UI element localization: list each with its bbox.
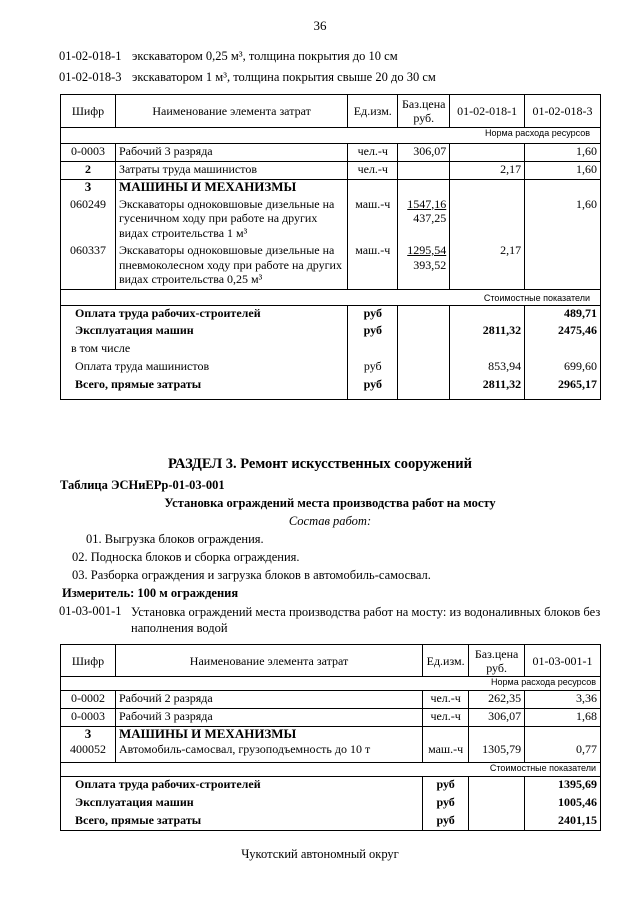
table-id: Таблица ЭСНиЕРр-01-03-001 xyxy=(60,478,225,492)
total-value: 489,71 xyxy=(525,305,601,323)
intro-code-line xyxy=(59,70,436,85)
resource-table-1 xyxy=(60,94,601,400)
section-title: МАШИНЫ И МЕХАНИЗМЫ xyxy=(118,179,297,194)
machine-unit: маш.-ч xyxy=(355,196,391,211)
work-item: 02. Подноска блоков и сборка ограждения. xyxy=(72,550,300,564)
cell-code: 0-0003 xyxy=(61,144,116,162)
cell-price: 262,35 xyxy=(469,691,525,709)
total-name: Эксплуатация машин xyxy=(61,795,423,813)
machine-price: 1295,54 xyxy=(407,243,447,257)
machines-code-cell xyxy=(61,727,116,763)
cell-price xyxy=(398,162,450,180)
col-header: Наименование элемента затрат xyxy=(115,645,422,677)
cell-code: 2 xyxy=(61,162,116,180)
total-value: 2475,46 xyxy=(525,323,601,341)
machine-value: 0,77 xyxy=(576,741,597,756)
total-name: Всего, прямые затраты xyxy=(61,813,423,831)
machines-v2-cell xyxy=(525,180,601,290)
cell-value: 3,36 xyxy=(525,691,601,709)
total-name: Оплата труда машинистов xyxy=(61,359,348,377)
total-name: в том числе xyxy=(61,341,348,359)
cell-code: 0-0002 xyxy=(61,691,116,709)
col-header: 01-03-001-1 xyxy=(525,645,601,677)
section-code: 3 xyxy=(84,179,92,194)
total-unit: руб xyxy=(348,377,398,399)
col-header: Баз.цена руб. xyxy=(469,645,525,677)
cell-unit: чел.-ч xyxy=(423,691,469,709)
machine-price: 1305,79 xyxy=(482,741,522,756)
norm-label: Норма расхода ресурсов xyxy=(61,128,601,144)
page-number: 36 xyxy=(313,18,327,33)
item-code: 01-03-001-1 xyxy=(59,604,122,618)
cell-unit: чел.-ч xyxy=(423,709,469,727)
cell-value: 2,17 xyxy=(450,162,525,180)
cell-code: 0-0003 xyxy=(61,709,116,727)
total-value: 853,94 xyxy=(450,359,525,377)
total-value: 699,60 xyxy=(525,359,601,377)
cell-name: Затраты труда машинистов xyxy=(115,162,347,180)
total-unit: руб xyxy=(348,305,398,323)
total-name: Эксплуатация машин xyxy=(61,323,348,341)
cell-price: 306,07 xyxy=(398,144,450,162)
machines-name-cell xyxy=(115,180,347,290)
total-unit: руб xyxy=(423,777,469,795)
norm-label: Норма расхода ресурсов xyxy=(61,677,601,691)
machines-unit-cell xyxy=(423,727,469,763)
intro-code-line xyxy=(59,49,398,64)
intro-code: 01-02-018-3 xyxy=(59,70,122,84)
machine-name: Экскаваторы одноковшовые дизельные на пневмоколесном ходу при работе на других видах строительства 0,25 м³ xyxy=(118,243,342,286)
cell-value xyxy=(450,144,525,162)
total-value: 2811,32 xyxy=(450,377,525,399)
machines-value-cell xyxy=(525,727,601,763)
machine-value: 1,60 xyxy=(576,196,597,211)
machine-name: Автомобиль-самосвал, грузоподъемность до 10 т xyxy=(118,741,371,756)
total-name: Оплата труда рабочих-строителей xyxy=(61,305,348,323)
work-label: Состав работ: xyxy=(288,514,372,528)
cost-label: Стоимостные показатели xyxy=(61,289,601,305)
cell-price: 306,07 xyxy=(469,709,525,727)
total-name: Оплата труда рабочих-строителей xyxy=(61,777,423,795)
total-unit: руб xyxy=(423,795,469,813)
machines-price-cell xyxy=(469,727,525,763)
col-header: 01-02-018-3 xyxy=(525,95,601,128)
machine-price: 1547,16 xyxy=(407,196,447,211)
footer-region: Чукотский автономный округ xyxy=(241,847,399,861)
cell-name: Рабочий 2 разряда xyxy=(115,691,422,709)
machine-code: 060337 xyxy=(69,243,106,257)
machines-code-cell xyxy=(61,180,116,290)
col-header: Наименование элемента затрат xyxy=(115,95,347,128)
total-value: 1395,69 xyxy=(525,777,601,795)
intro-text: экскаватором 1 м³, толщина покрытия свыше 20 до 30 см xyxy=(132,70,436,84)
col-header: Шифр xyxy=(61,645,116,677)
machines-v1-cell xyxy=(450,180,525,290)
resource-table-2 xyxy=(60,644,601,831)
machine-price-2: 437,25 xyxy=(413,211,447,225)
section-code: 3 xyxy=(84,726,92,741)
table-title: Установка ограждений места производства работ на мосту xyxy=(164,496,496,510)
total-value: 1005,46 xyxy=(525,795,601,813)
total-value: 2811,32 xyxy=(450,323,525,341)
machine-unit: маш.-ч xyxy=(355,243,391,257)
machines-name-cell xyxy=(115,727,422,763)
machines-price-cell xyxy=(398,180,450,290)
machine-code: 400052 xyxy=(69,741,106,756)
machine-name: Экскаваторы одноковшовые дизельные на гусеничном ходу при работе на других видах строительства 1 м³ xyxy=(118,196,335,240)
section-heading: РАЗДЕЛ 3. Ремонт искусственных сооружений xyxy=(167,456,472,472)
col-header: Баз.цена руб. xyxy=(398,95,450,128)
cost-label: Стоимостные показатели xyxy=(61,763,601,777)
work-item: 01. Выгрузка блоков ограждения. xyxy=(86,532,264,546)
col-header: Шифр xyxy=(61,95,116,128)
total-unit: руб xyxy=(348,323,398,341)
item-text: Установка ограждений места производства работ на мосту: из водоналивных блоков без наполнения водой xyxy=(131,605,601,635)
total-unit: руб xyxy=(423,813,469,831)
intro-text: экскаватором 0,25 м³, толщина покрытия до 10 см xyxy=(132,49,398,63)
col-header: 01-02-018-1 xyxy=(450,95,525,128)
machine-code: 060249 xyxy=(69,196,106,211)
cell-value: 1,68 xyxy=(525,709,601,727)
machine-value: 2,17 xyxy=(500,243,522,257)
work-item: 03. Разборка ограждения и загрузка блоков в автомобиль-самосвал. xyxy=(72,568,431,582)
cell-unit: чел.-ч xyxy=(348,162,398,180)
measure: Измеритель: 100 м ограждения xyxy=(62,586,239,600)
machines-unit-cell xyxy=(348,180,398,290)
cell-name: Рабочий 3 разряда xyxy=(115,144,347,162)
col-header: Ед.изм. xyxy=(348,95,398,128)
total-value: 2401,15 xyxy=(525,813,601,831)
total-value: 2965,17 xyxy=(525,377,601,399)
cell-unit: чел.-ч xyxy=(348,144,398,162)
total-name: Всего, прямые затраты xyxy=(61,377,348,399)
intro-code: 01-02-018-1 xyxy=(59,49,122,63)
total-value xyxy=(450,305,525,323)
cell-value: 1,60 xyxy=(525,144,601,162)
cell-value: 1,60 xyxy=(525,162,601,180)
col-header: Ед.изм. xyxy=(423,645,469,677)
total-unit: руб xyxy=(348,359,398,377)
machine-price-2: 393,52 xyxy=(413,257,447,272)
machine-unit: маш.-ч xyxy=(428,741,464,756)
machine-value xyxy=(453,197,521,212)
cell-name: Рабочий 3 разряда xyxy=(115,709,422,727)
section-title: МАШИНЫ И МЕХАНИЗМЫ xyxy=(118,726,297,741)
